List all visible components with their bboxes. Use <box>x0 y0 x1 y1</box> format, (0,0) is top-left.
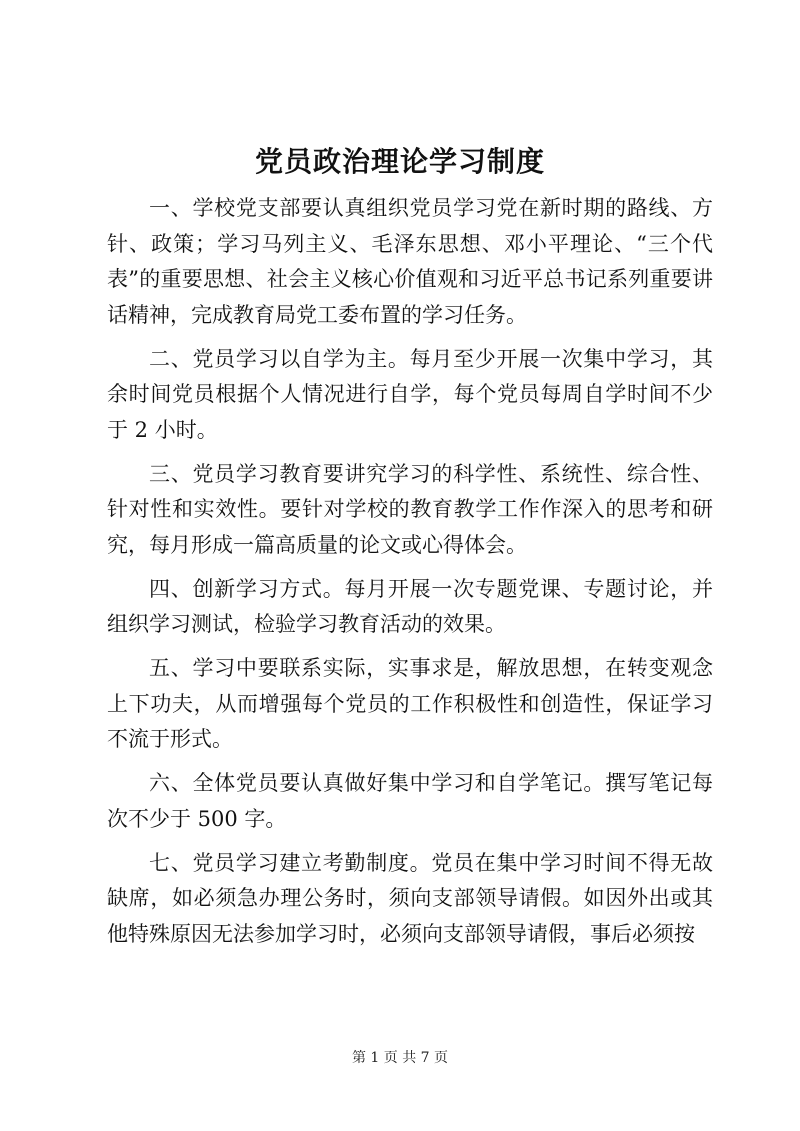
paragraph-7: 七、党员学习建立考勤制度。党员在集中学习时间不得无故缺席，如必须急办理公务时，须向支部领导请假。如因外出或其他特殊原因无法参加学习时，必须向支部领导请假，事后必须按 <box>107 850 713 946</box>
paragraph-3: 三、党员学习教育要讲究学习的科学性、系统性、综合性、针对性和实效性。要针对学校的教育教学工作作深入的思考和研究，每月形成一篇高质量的论文或心得体会。 <box>107 461 713 557</box>
paragraph-5: 五、学习中要联系实际，实事求是，解放思想，在转变观念上下功夫，从而增强每个党员的工作积极性和创造性，保证学习不流于形式。 <box>107 656 713 751</box>
paragraph-6: 六、全体党员要认真做好集中学习和自学笔记。撰写笔记每次不少于 500 字。 <box>107 771 713 831</box>
paragraph-4: 四、创新学习方式。每月开展一次专题党课、专题讨论，并组织学习测试，检验学习教育活动的效果。 <box>107 576 713 636</box>
document-title: 党员政治理论学习制度 <box>254 145 545 178</box>
page-number-footer: 第 1 页 共 7 页 <box>351 1050 449 1066</box>
paragraph-2: 二、党员学习以自学为主。每月至少开展一次集中学习，其余时间党员根据个人情况进行自学，每个党员每周自学时间不少于 2 小时。 <box>107 346 713 442</box>
document-body <box>107 191 713 961</box>
paragraph-1: 一、学校党支部要认真组织党员学习党在新时期的路线、方针、政策；学习马列主义、毛泽东思想、邓小平理论、“三个代表”的重要思想、社会主义核心价值观和习近平总书记系列重要讲话精神，完成教育局党工委布置的学习任务。 <box>107 196 713 327</box>
